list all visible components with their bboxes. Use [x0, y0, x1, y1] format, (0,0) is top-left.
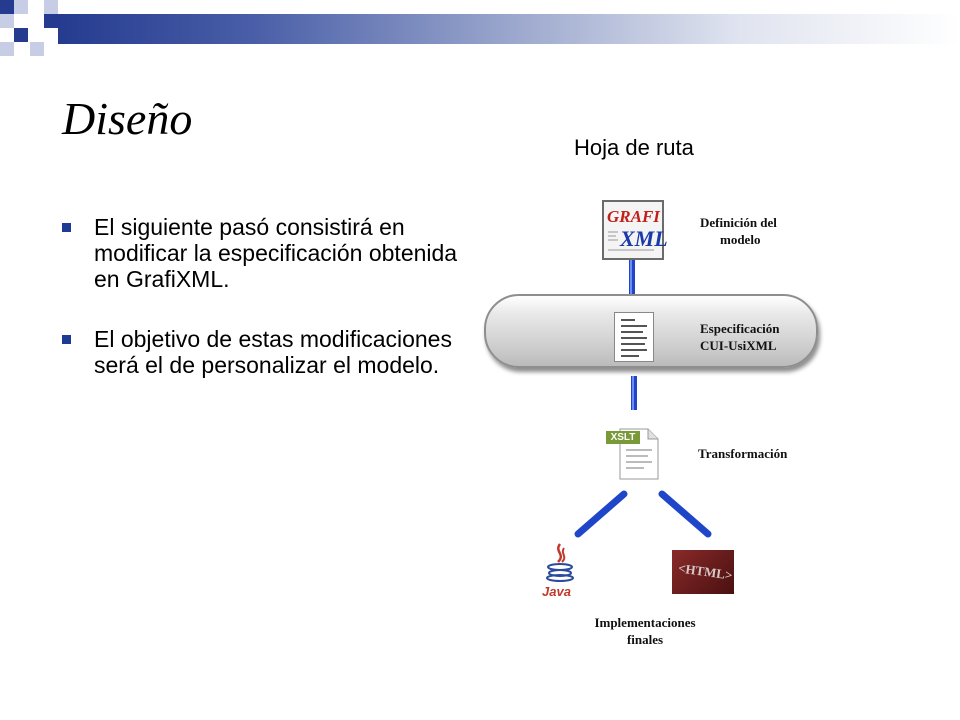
header-gradient-bar — [58, 14, 960, 44]
step-label-line: CUI-UsiXML — [700, 338, 777, 353]
step-label — [700, 214, 777, 248]
svg-text:GRAFI: GRAFI — [607, 207, 660, 226]
roadmap-diagram — [470, 190, 830, 660]
html-thumbnail — [672, 550, 734, 594]
decor-square — [30, 42, 44, 56]
diagonal-arrow-icon — [656, 490, 716, 538]
final-label — [580, 614, 710, 648]
bullet-text: El objetivo de estas modificaciones será el de personalizar el modelo. — [94, 326, 452, 378]
decor-square — [44, 14, 58, 28]
svg-text:XML: XML — [620, 226, 668, 251]
diagram-caption: Hoja de ruta — [574, 135, 694, 160]
decor-square — [0, 14, 14, 28]
decor-square — [44, 0, 58, 14]
bullet-item — [62, 214, 462, 292]
grafixml-logo — [602, 200, 668, 260]
xslt-file-icon — [606, 427, 660, 481]
final-label-line: finales — [626, 632, 664, 647]
bullet-list — [62, 214, 462, 412]
step-label: Transformación — [698, 446, 788, 461]
bullet-square-icon — [62, 335, 71, 344]
java-logo-icon — [540, 540, 580, 600]
step-label-line: Especificación — [700, 321, 780, 336]
html-text: <HTML> — [677, 560, 734, 583]
decor-square — [14, 0, 28, 14]
decor-square — [0, 0, 14, 14]
bullet-square-icon — [62, 223, 71, 232]
bullet-item — [62, 326, 462, 378]
bullet-text: El siguiente pasó consistirá en modificar la especificación obtenida en GrafiXML. — [94, 214, 458, 292]
decor-square — [0, 42, 14, 56]
step-label-line: Definición del — [700, 215, 777, 230]
down-arrow-icon — [628, 376, 640, 410]
diagonal-arrow-icon — [570, 490, 630, 538]
decor-square — [14, 28, 28, 42]
step-label-line: modelo — [720, 232, 761, 247]
java-text: Java — [542, 584, 571, 599]
document-icon — [614, 312, 654, 362]
final-label-line: Implementaciones — [594, 615, 696, 630]
xslt-badge: XSLT — [606, 431, 640, 444]
step-label — [700, 320, 779, 354]
slide-title: Diseño — [62, 93, 193, 144]
